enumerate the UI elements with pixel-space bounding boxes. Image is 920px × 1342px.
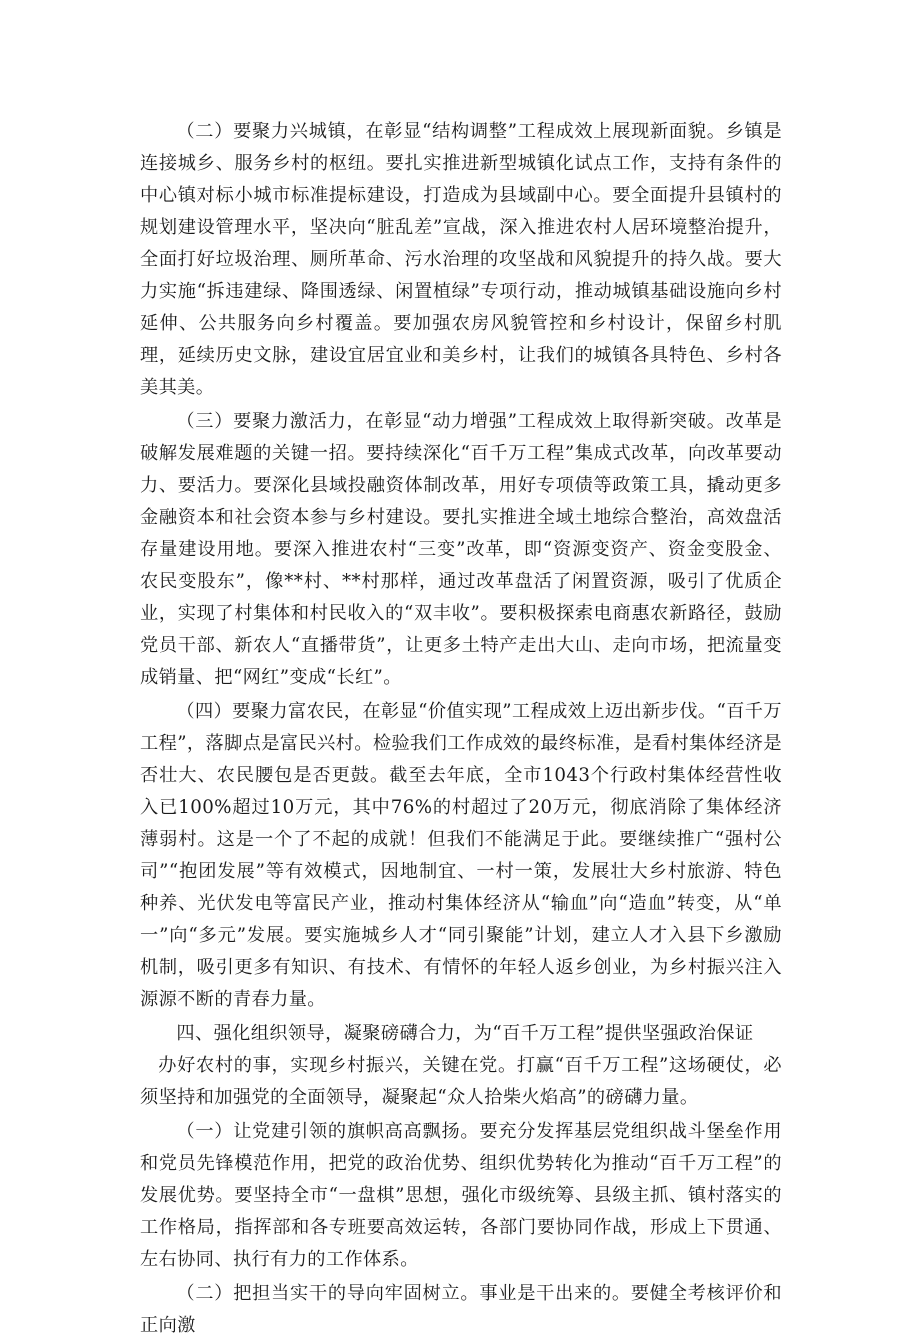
- paragraph-party-leadership-intro: 办好农村的事，实现乡村振兴，关键在党。打赢“百千万工程”这场硬仗，必须坚持和加强党的全面领导，凝聚起“众人拾柴火焰高”的磅礴力量。: [140, 1055, 782, 1108]
- paragraph-responsibility: （二）把担当实干的导向牢固树立。事业是干出来的。要健全考核评价和正向激: [140, 1283, 782, 1336]
- section-heading-four: 四、强化组织领导，凝聚磅礴合力，为“百千万工程”提供坚强政治保证: [176, 1023, 754, 1044]
- paragraph-party-building: （一）让党建引领的旗帜高高飘扬。要充分发挥基层党组织战斗堡垒作用和党员先锋模范作用，把党的政治优势、组织优势转化为推动“百千万工程”的发展优势。要坚持全市“一盘棋”思想，强化市级统筹、县级主抓、镇村落实的工作格局，指挥部和各专班要高效运转，各部门要协同作战，形成上下贯通、左右协同、执行有力的工作体系。: [140, 1121, 782, 1270]
- paragraph-town-development: （二）要聚力兴城镇，在彰显“结构调整”工程成效上展现新面貌。乡镇是连接城乡、服务乡村的枢纽。要扎实推进新型城镇化试点工作，支持有条件的中心镇对标小城市标准提标建设，打造成为县域副中心。要全面提升县镇村的规划建设管理水平，坚决向“脏乱差”宣战，深入推进农村人居环境整治提升，全面打好垃圾治理、厕所革命、污水治理的攻坚战和风貌提升的持久战。要大力实施“拆违建绿、降围透绿、闲置植绿”专项行动，推动城镇基础设施向乡村延伸、公共服务向乡村覆盖。要加强农房风貌管控和乡村设计，保留乡村肌理，延续历史文脉，建设宜居宜业和美乡村，让我们的城镇各具特色、乡村各美其美。: [140, 121, 782, 398]
- paragraph-reform-vitality: （三）要聚力激活力，在彰显“动力增强”工程成效上取得新突破。改革是破解发展难题的关键一招。要持续深化“百千万工程”集成式改革，向改革要动力、要活力。要深化县域投融资体制改革，用好专项债等政策工具，撬动更多金融资本和社会资本参与乡村建设。要扎实推进全域土地综合整治，高效盘活存量建设用地。要深入推进农村“三变”改革，即“资源变资产、资金变股金、农民变股东”，像**村、**村那样，通过改革盘活了闲置资源，吸引了优质企业，实现了村集体和村民收入的“双丰收”。要积极探索电商惠农新路径，鼓励党员干部、新农人“直播带货”，让更多土特产走出大山、走向市场，把流量变成销量、把“网红”变成“长红”。: [140, 411, 782, 688]
- document-body: [140, 116, 782, 1342]
- paragraph-enrich-farmers: （四）要聚力富农民，在彰显“价值实现”工程成效上迈出新步伐。“百千万工程”，落脚点是富民兴村。检验我们工作成效的最终标准，是看村集体经济是否壮大、农民腰包是否更鼓。截至去年底，全市1043个行政村集体经营性收入已100%超过10万元，其中76%的村超过了20万元，彻底消除了集体经济薄弱村。这是一个了不起的成就！但我们不能满足于此。要继续推广“强村公司”“抱团发展”等有效模式，因地制宜、一村一策，发展壮大乡村旅游、特色种养、光伏发电等富民产业，推动村集体经济从“输血”向“造血”转变，从“单一”向“多元”发展。要实施城乡人才“同引聚能”计划，建立人才入县下乡激励机制，吸引更多有知识、有技术、有情怀的年轻人返乡创业，为乡村振兴注入源源不断的青春力量。: [140, 701, 782, 1010]
